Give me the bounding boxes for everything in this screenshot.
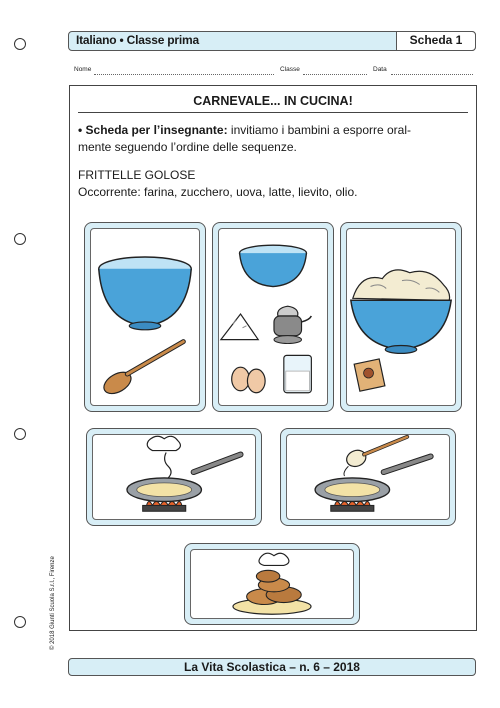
class-field[interactable] bbox=[303, 74, 367, 75]
footer-magazine: La Vita Scolastica – n. 6 – 2018 bbox=[184, 660, 360, 674]
panel-bowl-and-spoon bbox=[84, 222, 206, 412]
recipe-title: FRITTELLE GOLOSE bbox=[78, 168, 196, 182]
instruction-line-2: mente seguendo l’ordine delle sequenze. bbox=[78, 140, 297, 154]
copyright: © 2018 Giunti Scuola S.r.l., Firenze bbox=[50, 556, 56, 650]
panel-batter-bowl bbox=[340, 222, 462, 412]
binder-hole bbox=[14, 428, 26, 440]
panel-fritters-plate bbox=[184, 543, 360, 625]
date-label: Data bbox=[373, 66, 387, 73]
ingredients-line: Occorrente: farina, zucchero, uova, latte, lievito, olio. bbox=[78, 185, 358, 199]
panel-pouring-batter bbox=[280, 428, 456, 526]
panel-ingredients bbox=[212, 222, 334, 412]
name-label: Nome bbox=[74, 66, 92, 73]
instruction-rest: invitiamo i bambini a esporre oral- bbox=[230, 123, 411, 137]
instruction-line-1 bbox=[78, 122, 470, 139]
ingredients-illustration bbox=[213, 223, 333, 411]
batter-bowl-illustration bbox=[341, 223, 461, 411]
binder-hole bbox=[14, 616, 26, 628]
panel-pan-with-oil bbox=[86, 428, 262, 526]
class-label: Classe bbox=[280, 66, 300, 73]
name-field[interactable] bbox=[94, 74, 274, 75]
instruction-bold: • Scheda per l’insegnante: bbox=[78, 123, 228, 137]
fritters-illustration bbox=[185, 544, 359, 624]
date-field[interactable] bbox=[391, 74, 473, 75]
title-divider bbox=[78, 112, 468, 113]
worksheet-title: CARNEVALE... IN CUCINA! bbox=[193, 94, 353, 108]
pan-oil-illustration bbox=[87, 429, 261, 525]
header-title: Italiano • Classe prima bbox=[76, 33, 199, 47]
binder-hole bbox=[14, 38, 26, 50]
sheet-number: Scheda 1 bbox=[396, 31, 476, 51]
bowl-spoon-illustration bbox=[85, 223, 205, 411]
binder-hole bbox=[14, 233, 26, 245]
pouring-batter-illustration bbox=[281, 429, 455, 525]
